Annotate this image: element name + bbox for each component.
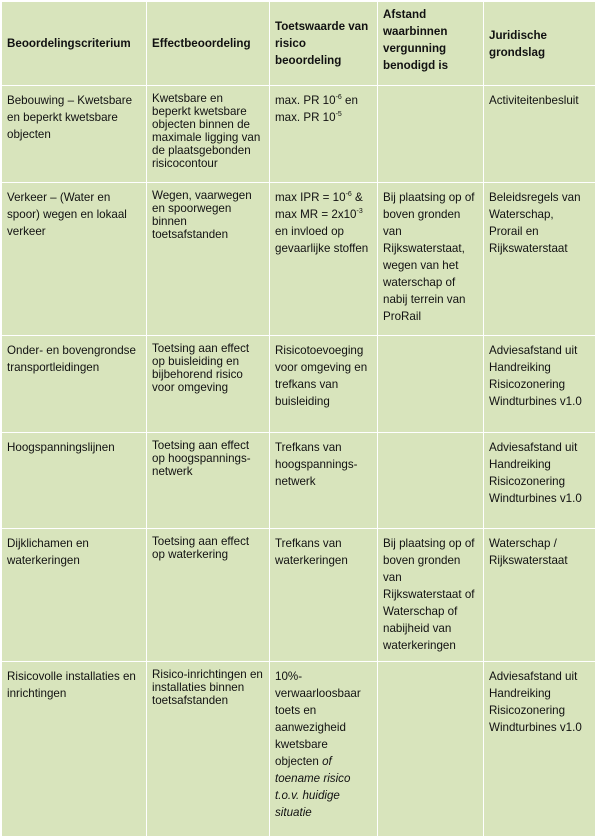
cell-grondslag: Adviesafstand uit Handreiking Risicozonering Windturbines v1.0 (484, 662, 596, 837)
cell-criterium: Onder- en bovengrondse transportleidingen (2, 336, 147, 433)
cell-effect: Toetsing aan effect op waterkering (147, 529, 270, 662)
cell-grondslag: Waterschap / Rijkswaterstaat (484, 529, 596, 662)
cell-afstand (378, 433, 484, 529)
cell-toets: Trefkans van hoogspannings-netwerk (270, 433, 378, 529)
cell-toets: max. PR $10^{-6}$ en max. PR $10^{-5}$ (270, 86, 378, 183)
table-row (2, 433, 596, 529)
cell-criterium: Dijklichamen en waterkeringen (2, 529, 147, 662)
cell-effect: Wegen, vaarwegen en spoorwegen binnen toetsafstanden (147, 183, 270, 336)
table-row (2, 86, 596, 183)
cell-toets: Risicotoevoeging voor omgeving en trefkans van buisleiding (270, 336, 378, 433)
cell-afstand: Bij plaatsing op of boven gronden van Rijkswaterstaat of Waterschap of nabijheid van waterkeringen (378, 529, 484, 662)
cell-grondslag: Beleidsregels van Waterschap, Prorail en Rijkswaterstaat (484, 183, 596, 336)
header-afstand: Afstand waarbinnen vergunning benodigd is (378, 2, 484, 86)
table-row (2, 336, 596, 433)
cell-grondslag: Activiteitenbesluit (484, 86, 596, 183)
header-row (2, 2, 596, 86)
cell-grondslag: Adviesafstand uit Handreiking Risicozonering Windturbines v1.0 (484, 433, 596, 529)
header-grondslag: Juridische grondslag (484, 2, 596, 86)
cell-criterium: Bebouwing – Kwetsbare en beperkt kwetsbare objecten (2, 86, 147, 183)
header-effectbeoordeling: Effectbeoordeling (147, 2, 270, 86)
cell-effect: Toetsing aan effect op hoogspannings-netwerk (147, 433, 270, 529)
cell-effect: Kwetsbare en beperkt kwetsbare objecten binnen de maximale ligging van de plaatsgebonden risicocontour (147, 86, 270, 183)
header-toetswaarde: Toetswaarde van risico beoordeling (270, 2, 378, 86)
table-row (2, 662, 596, 837)
cell-grondslag: Adviesafstand uit Handreiking Risicozonering Windturbines v1.0 (484, 336, 596, 433)
criteria-table (1, 1, 596, 837)
cell-afstand (378, 336, 484, 433)
cell-afstand: Bij plaatsing op of boven gronden van Rijkswaterstaat, wegen van het waterschap of nabij terrein van ProRail (378, 183, 484, 336)
header-criterium: Beoordelingscriterium (2, 2, 147, 86)
table-row (2, 529, 596, 662)
cell-effect: Risico-inrichtingen en installaties binnen toetsafstanden (147, 662, 270, 837)
cell-criterium: Risicovolle installaties en inrichtingen (2, 662, 147, 837)
table-row (2, 183, 596, 336)
cell-toets: 10%-verwaarloosbaar toets en aanwezigheid kwetsbare objecten of toename risico t.o.v. huidige situatie (270, 662, 378, 837)
cell-afstand (378, 662, 484, 837)
cell-afstand (378, 86, 484, 183)
cell-criterium: Verkeer – (Water en spoor) wegen en lokaal verkeer (2, 183, 147, 336)
cell-effect: Toetsing aan effect op buisleiding en bijbehorend risico voor omgeving (147, 336, 270, 433)
cell-toets: max IPR = $10^{-6}$ & max MR = $2x10^{-3}$ en invloed op gevaarlijke stoffen (270, 183, 378, 336)
cell-criterium: Hoogspanningslijnen (2, 433, 147, 529)
cell-toets: Trefkans van waterkeringen (270, 529, 378, 662)
